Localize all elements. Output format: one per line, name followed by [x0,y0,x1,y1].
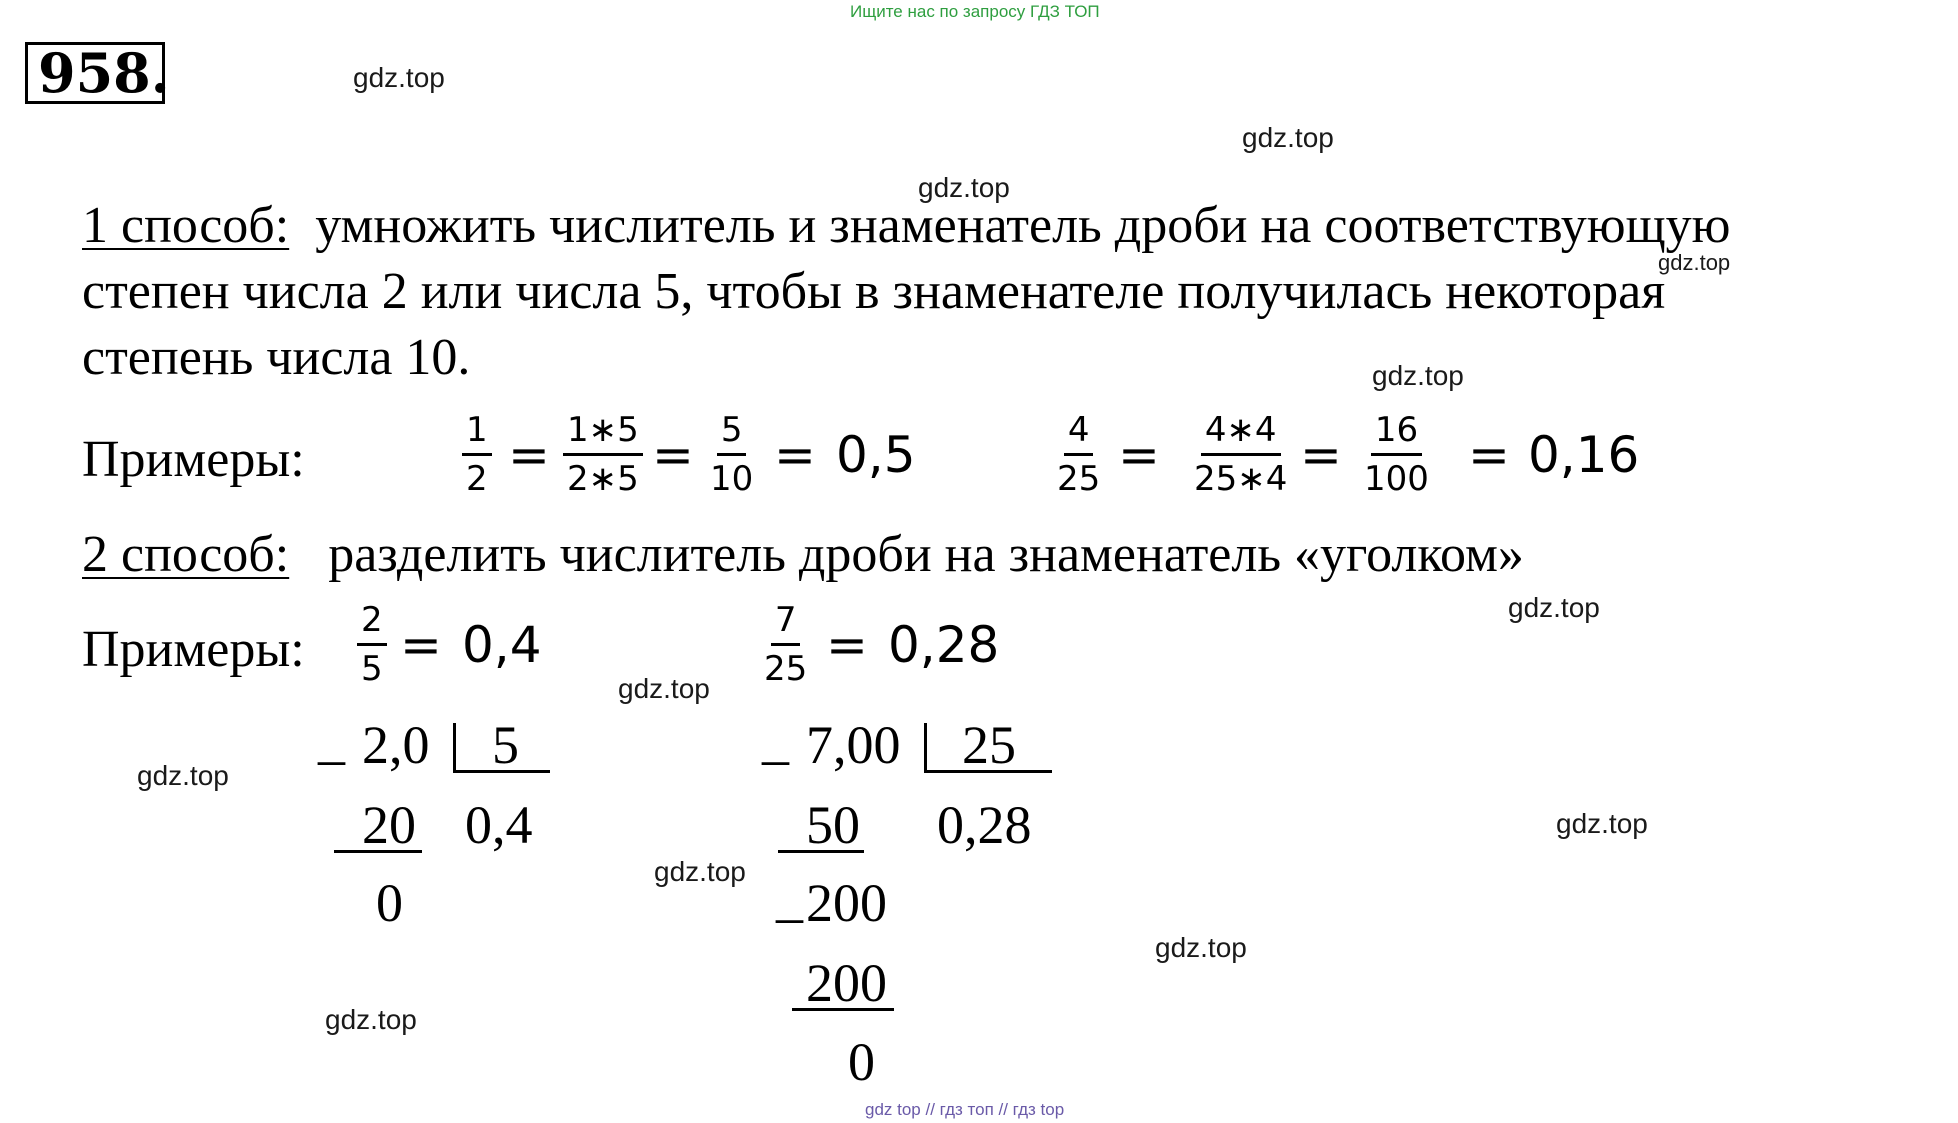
division-b-underline-1 [778,850,864,853]
equals-sign: = [508,426,550,484]
denominator: 10 [710,459,754,499]
method1-line2: степен числа 2 или числа 5, чтобы в знаменателе получилась некоторая [82,263,1666,320]
numerator: 1∗5 [563,410,643,456]
fraction-4x4-25x4 [1190,410,1291,499]
examples1-label: Примеры: [82,431,305,488]
equals-sign: = [826,616,868,674]
denominator: 2 [466,459,488,499]
numerator: 4∗4 [1201,410,1281,456]
watermark: gdz.top [1155,932,1247,963]
division-b-minus-2: _ [776,868,803,928]
division-b-partial: 200 [806,873,887,933]
fraction-16-100 [1360,410,1433,499]
method1-label: 1 способ: [82,197,290,254]
division-b-bracket-horizontal [924,770,1052,773]
division-a-quotient: 0,4 [465,795,533,855]
numerator: 2 [357,600,387,646]
equals-sign: = [1118,426,1160,484]
numerator: 5 [717,410,747,456]
watermark: gdz.top [325,1004,417,1035]
division-b-subtrahend-1: 50 [806,795,860,855]
equals-sign: = [1300,426,1342,484]
method1-line3: степень числа 10. [82,329,471,386]
division-b-minus: _ [762,710,789,770]
method2-line [82,525,1524,585]
division-b-quotient: 0,28 [937,795,1032,855]
denominator: 100 [1364,459,1429,499]
division-a-underline [334,850,422,853]
fraction-1-2 [462,410,492,499]
watermark: gdz.top [1508,592,1600,623]
division-a-dividend: 2,0 [362,715,430,775]
fraction-2-5 [357,600,387,689]
denominator: 25∗4 [1194,459,1288,499]
numerator: 1 [462,410,492,456]
method2-label: 2 способ: [82,526,290,583]
watermark: gdz.top [618,673,710,704]
division-b-divisor: 25 [962,715,1016,775]
fraction-1x5-2x5 [563,410,643,499]
division-b-subtrahend-2: 200 [806,953,887,1013]
equals-sign: = [1468,426,1510,484]
division-b-bracket-vertical [924,723,927,771]
equals-sign: = [652,426,694,484]
division-a-remainder: 0 [376,873,403,933]
division-b-underline-2 [792,1008,894,1011]
watermark: gdz.top [654,856,746,887]
result-0-16: 0,16 [1528,426,1640,484]
watermark: gdz.top [1658,250,1731,275]
denominator: 5 [361,649,383,689]
numerator: 4 [1064,410,1094,456]
equals-sign: = [774,426,816,484]
division-a-divisor: 5 [492,715,519,775]
denominator: 2∗5 [567,459,639,499]
division-a-bracket-vertical [453,723,456,771]
footer-ad-text: gdz top // гдз топ // гдз top [865,1100,1065,1119]
division-b-dividend: 7,00 [806,715,901,775]
method1-line1 [82,196,1731,256]
examples2-label: Примеры: [82,621,305,678]
denominator: 25 [764,649,808,689]
numerator: 16 [1371,410,1422,456]
problem-number: 958. [25,42,165,104]
watermark: gdz.top [1242,122,1334,153]
division-b-remainder: 0 [848,1032,875,1092]
method2-text: разделить числитель дроби на знаменатель «уголком» [328,526,1524,583]
division-a-minus: _ [318,710,345,770]
watermark: gdz.top [918,172,1010,203]
watermark: gdz.top [1372,360,1464,391]
result-0-4: 0,4 [462,616,542,674]
division-a-subtrahend: 20 [362,795,416,855]
fraction-5-10 [706,410,757,499]
fraction-4-25 [1053,410,1104,499]
numerator: 7 [771,600,801,646]
watermark: gdz.top [1556,808,1648,839]
method1-text-1: умножить числитель и знаменатель дроби на соответствующую [315,197,1731,254]
denominator: 25 [1057,459,1101,499]
division-a-bracket-horizontal [453,770,550,773]
watermark: gdz.top [353,62,445,93]
result-0-28: 0,28 [888,616,1000,674]
result-0-5: 0,5 [836,426,916,484]
fraction-7-25 [760,600,811,689]
equals-sign: = [400,616,442,674]
header-ad-text: Ищите нас по запросу ГДЗ ТОП [850,2,1100,21]
watermark: gdz.top [137,760,229,791]
